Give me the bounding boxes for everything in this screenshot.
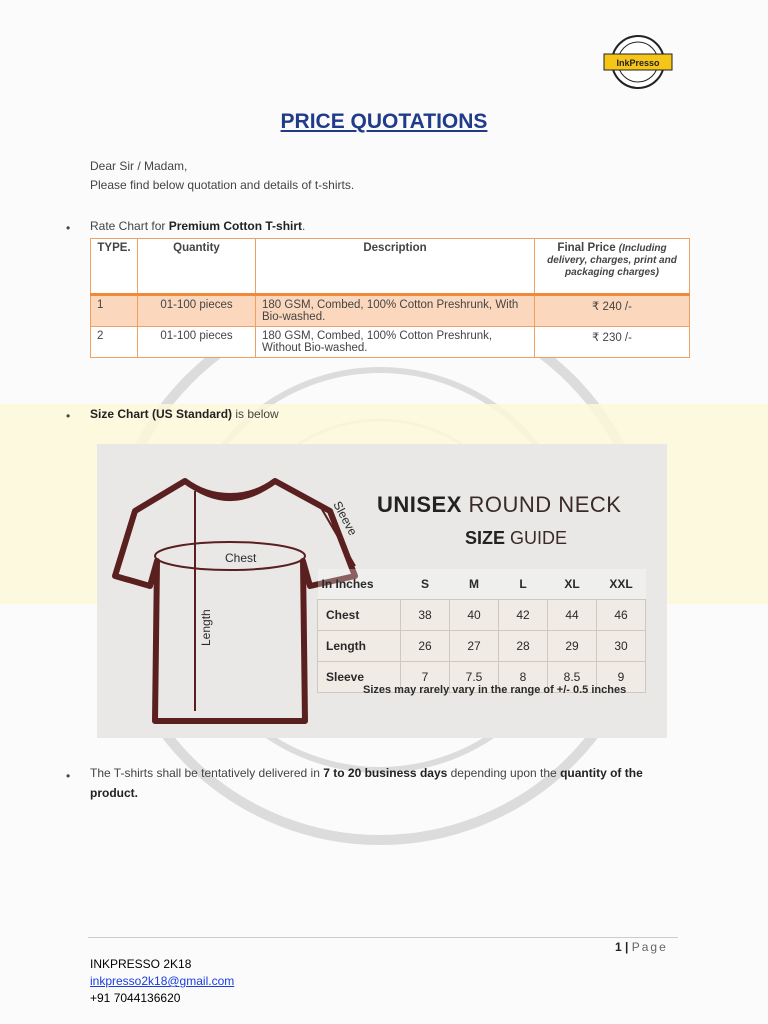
bullet-size-chart (90, 404, 279, 424)
size-value: 28 (499, 631, 548, 662)
bullet-text: . (302, 219, 306, 233)
size-value: 27 (450, 631, 499, 662)
cell-quantity: 01-100 pieces (138, 327, 256, 358)
size-value: 7 (401, 662, 450, 693)
row-label: Sleeve (318, 662, 401, 693)
size-value: 8.5 (548, 662, 597, 693)
cell-description: 180 GSM, Combed, 100% Cotton Preshrunk, Without Bio-washed. (256, 327, 535, 358)
footer-email-link[interactable]: inkpresso2k18@gmail.com (90, 974, 235, 988)
size-value: 8 (499, 662, 548, 693)
bullet-rate-chart (90, 216, 305, 236)
rate-header-row (91, 239, 690, 295)
row-label: Length (318, 631, 401, 662)
header-price (535, 239, 690, 295)
size-value: 38 (401, 600, 450, 631)
intro-line: Please find below quotation and details of t-shirts. (90, 178, 355, 192)
footer-phone: +91 7044136620 (90, 991, 181, 1005)
cell-quantity: 01-100 pieces (138, 295, 256, 327)
size-value: 46 (597, 600, 646, 631)
cell-type: 2 (91, 327, 138, 358)
header-quantity: Quantity (138, 239, 256, 295)
footer-divider (88, 937, 678, 938)
size-row (318, 600, 646, 631)
table-row (91, 295, 690, 327)
row-label: Chest (318, 600, 401, 631)
size-header: S (401, 569, 450, 600)
bullet-bold: Premium Cotton T-shirt (168, 219, 303, 233)
header-description: Description (256, 239, 535, 295)
bullet-bold: quantity of the product. (90, 766, 643, 800)
size-value: 44 (548, 600, 597, 631)
table-row (91, 327, 690, 358)
size-chart-image (97, 444, 667, 738)
bullet-text: is below (232, 407, 279, 421)
title-bold: UNISEX (377, 492, 462, 517)
size-value: 7.5 (450, 662, 499, 693)
page-title: PRICE QUOTATIONS (280, 110, 488, 133)
logo-text: InkPresso (616, 58, 660, 68)
size-value: 42 (499, 600, 548, 631)
rate-table (90, 238, 690, 358)
header-price-label: Final Price (557, 242, 616, 254)
greeting-block (90, 157, 354, 195)
size-chart-title (377, 492, 621, 518)
page-word: Page (631, 940, 668, 954)
size-value: 30 (597, 631, 646, 662)
sleeve-label: Sleeve (330, 498, 360, 538)
header-type: TYPE. (91, 239, 138, 295)
bullet-text: The T-shirts shall be tentatively delivered in (90, 766, 324, 780)
inkpresso-logo (598, 34, 678, 90)
bullet-bold: 7 to 20 business days (323, 766, 448, 780)
page-number (615, 940, 668, 954)
bullet-dot: • (66, 221, 71, 235)
size-value: 26 (401, 631, 450, 662)
size-header: L (499, 569, 548, 600)
size-header: M (450, 569, 499, 600)
size-value: 40 (450, 600, 499, 631)
size-header: XXL (597, 569, 646, 600)
cell-price: ₹ 230 /- (535, 327, 690, 358)
size-header: XL (548, 569, 597, 600)
size-value: 29 (548, 631, 597, 662)
size-row (318, 631, 646, 662)
sub-bold: SIZE (465, 528, 506, 548)
size-chart-subtitle (465, 528, 567, 549)
size-value: 9 (597, 662, 646, 693)
header-price-note: (Including delivery, charges, print and packaging charges) (547, 243, 677, 278)
cell-type: 1 (91, 295, 138, 327)
length-label: Length (199, 609, 213, 646)
chest-label: Chest (225, 551, 257, 565)
sub-rest: GUIDE (505, 528, 568, 548)
bullet-text: depending upon the (447, 766, 561, 780)
bullet-bold: Size Chart (US Standard) (90, 407, 233, 421)
corner-label: In Inches (318, 569, 401, 600)
title-rest: ROUND NECK (461, 492, 622, 517)
size-table (317, 569, 646, 693)
cell-price: ₹ 240 /- (535, 295, 690, 327)
size-note: Sizes may rarely vary in the range of +/- 0.5 inches (363, 684, 627, 696)
page-num-value: 1 (615, 940, 622, 954)
cell-description: 180 GSM, Combed, 100% Cotton Preshrunk, With Bio-washed. (256, 295, 535, 327)
bullet-dot: • (66, 769, 71, 783)
bullet-delivery (90, 763, 680, 803)
size-header-row (318, 569, 646, 600)
footer-company: INKPRESSO 2K18 (90, 957, 192, 971)
bullet-text: Rate Chart for (90, 219, 169, 233)
page-sep: | (621, 940, 632, 954)
greeting-line: Dear Sir / Madam, (90, 159, 188, 173)
bullet-dot: • (66, 409, 71, 423)
